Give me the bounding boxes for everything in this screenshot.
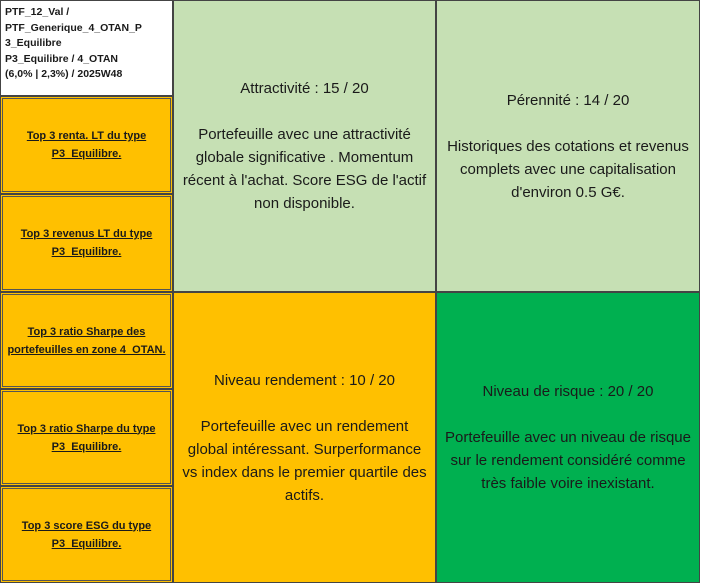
- perennite-cell: [436, 0, 700, 292]
- sidebar-item-revenus[interactable]: [0, 194, 173, 292]
- attractivite-body: Portefeuille avec une attractivité globale significative . Momentum récent à l'achat. Score ESG de l'actif non disponible.: [182, 126, 427, 212]
- sidebar-item-label[interactable]: Top 3 score ESG du type P3_Equilibre.: [21, 519, 152, 550]
- header-line: PTF_12_Val /: [5, 6, 70, 18]
- sidebar-item-label[interactable]: Top 3 ratio Sharpe des portefeuilles en zone 4_OTAN.: [7, 325, 166, 356]
- rendement-cell: [173, 292, 436, 583]
- sidebar-item-sharpe-zone[interactable]: [0, 292, 173, 389]
- risque-body: Portefeuille avec un niveau de risque sur le rendement considéré comme très faible voire inexistant.: [445, 429, 691, 492]
- header-line: (6,0% | 2,3%) / 2025W48: [5, 68, 123, 80]
- risque-cell: [436, 292, 700, 583]
- header-line: P3_Equilibre / 4_OTAN: [5, 52, 119, 65]
- attractivite-cell: [173, 0, 436, 292]
- header-line: PTF_Generique_4_OTAN_P: [5, 21, 142, 34]
- rendement-title: Niveau rendement : 10 / 20: [214, 371, 395, 389]
- sidebar-item-label[interactable]: Top 3 renta. LT du type P3_Equilibre.: [26, 130, 147, 160]
- sidebar-item-renta[interactable]: [0, 96, 173, 194]
- portfolio-header-cell: [0, 0, 173, 96]
- perennite-body: Historiques des cotations et revenus complets avec une capitalisation d'environ 0.5 G€.: [447, 137, 689, 201]
- sidebar-item-sharpe-type[interactable]: [0, 389, 173, 486]
- header-line: 3_Equilibre: [5, 37, 62, 49]
- sidebar-item-esg[interactable]: [0, 486, 173, 583]
- risque-title: Niveau de risque : 20 / 20: [482, 383, 654, 400]
- portfolio-header-text: [1, 1, 172, 83]
- sidebar-item-label[interactable]: Top 3 revenus LT du type P3_Equilibre.: [20, 228, 153, 258]
- perennite-title: Pérennité : 14 / 20: [506, 91, 630, 109]
- rendement-body: Portefeuille avec un rendement global intéressant. Surperformance vs index dans le premier quartile des actifs.: [182, 417, 427, 504]
- sidebar-item-label[interactable]: Top 3 ratio Sharpe du type P3_Equilibre.: [17, 422, 156, 453]
- attractivite-title: Attractivité : 15 / 20: [240, 80, 369, 97]
